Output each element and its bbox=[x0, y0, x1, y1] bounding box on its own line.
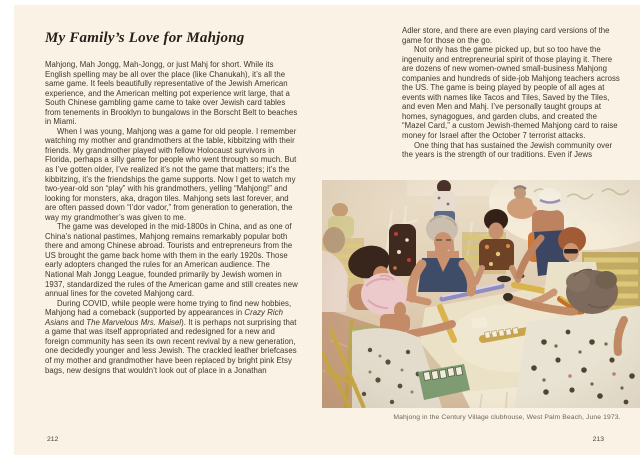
body-paragraph: The game was developed in the mid-1800s in China, and as one of China’s national pastimes, Mahjong remains remarkably popular both there and among Chinese abroad. Tourists and entrepreneurs from the US brought the game back home with them in the early 1920s. Those early adopters changed the rules for an American audience. The National Mah Jongg League, founded primarily by Jewish women in 1937, standardized the rules of the American game and still creates new annual lines for the coveted Mahjong card. bbox=[45, 222, 298, 299]
page-number-right: 213 bbox=[592, 436, 604, 443]
right-page-column bbox=[402, 26, 621, 160]
book-spread bbox=[14, 5, 640, 455]
page-number-left: 212 bbox=[47, 436, 59, 443]
left-page-body bbox=[45, 60, 299, 375]
body-paragraph: Mahjong, Mah Jongg, Mah-Jongg, or just Mahj for short. While its English spelling may be all over the place (like Chanukah), it’s all the same game. It feels beautifully representative of the Jewish American experience, and the American melting pot experience writ large, that a South Chinese gambling game came to take over Jewish card tables from tenements in Brooklyn to bungalows in the Borscht Belt to beaches in Miami. bbox=[45, 60, 298, 127]
chapter-title: My Family’s Love for Mahjong bbox=[45, 30, 245, 46]
body-paragraph: When I was young, Mahjong was a game for old people. I remember watching my mother and grandmothers at the table, kibbitzing with their friends. My grandmother played with fellow Holocaust survivors in Florida, perhaps a silly game for people who went through so much. But as I’ve gotten older, I’ve realized it’s not the game that matters; it’s the kibbitzing, it’s the friendships the game supports. Now I get to watch my two-year-old son “play” with his grandmothers, yelling “Mahjong!” and looking for monsters, aka, dragon tiles. Mahjong sets last forever, and are often passed down “l’dor vador,” from generation to generation, the way my grandmother’s was given to me. bbox=[45, 126, 297, 222]
body-paragraph: During COVID, while people were home trying to find new hobbies, Mahjong had a comeback (supported by appearances in Crazy Rich Asians and The Marvelous Mrs. Maisel). It is perhaps not surprising that a game that was itself appropriated and redesigned for a new and foreign community has seen its own recent revival by a new generation, one decidedly younger and less Jewish. The crackled leather briefcases of my mother and grandmother have been replaced by bright pink Etsy bags, new designs that wouldn’t look out of place in a Jonathan bbox=[45, 298, 297, 375]
body-paragraph: One thing that has sustained the Jewish community over the years is the strength of our traditions. Even if Jews bbox=[402, 140, 613, 160]
body-paragraph: Not only has the game picked up, but so too have the ingenuity and entrepreneurial spirit of those playing it. There are dozens of new women-owned small-business Mahjong companies and hundreds of side-job Mahjong teachers across the US. The game is being played by people of all ages at events with names like Tacos and Tiles, Saved by the Tiles, and even Men and Mahj. I’ve personally taught groups at homes, synagogues, and garden clubs, and created the “Mazel Card,” a custom Jewish-themed Mahjong card to raise money for Israel after the October 7 terrorist attacks. bbox=[402, 45, 620, 141]
left-page-column bbox=[45, 30, 299, 375]
body-paragraph: Adler store, and there are even playing card versions of the game for those on the go. bbox=[402, 26, 610, 45]
photo-caption: Mahjong in the Century Village clubhouse, West Palm Beach, June 1973. bbox=[393, 414, 621, 421]
right-page-body bbox=[402, 26, 621, 160]
photo-mahjong-clubhouse bbox=[322, 180, 640, 408]
